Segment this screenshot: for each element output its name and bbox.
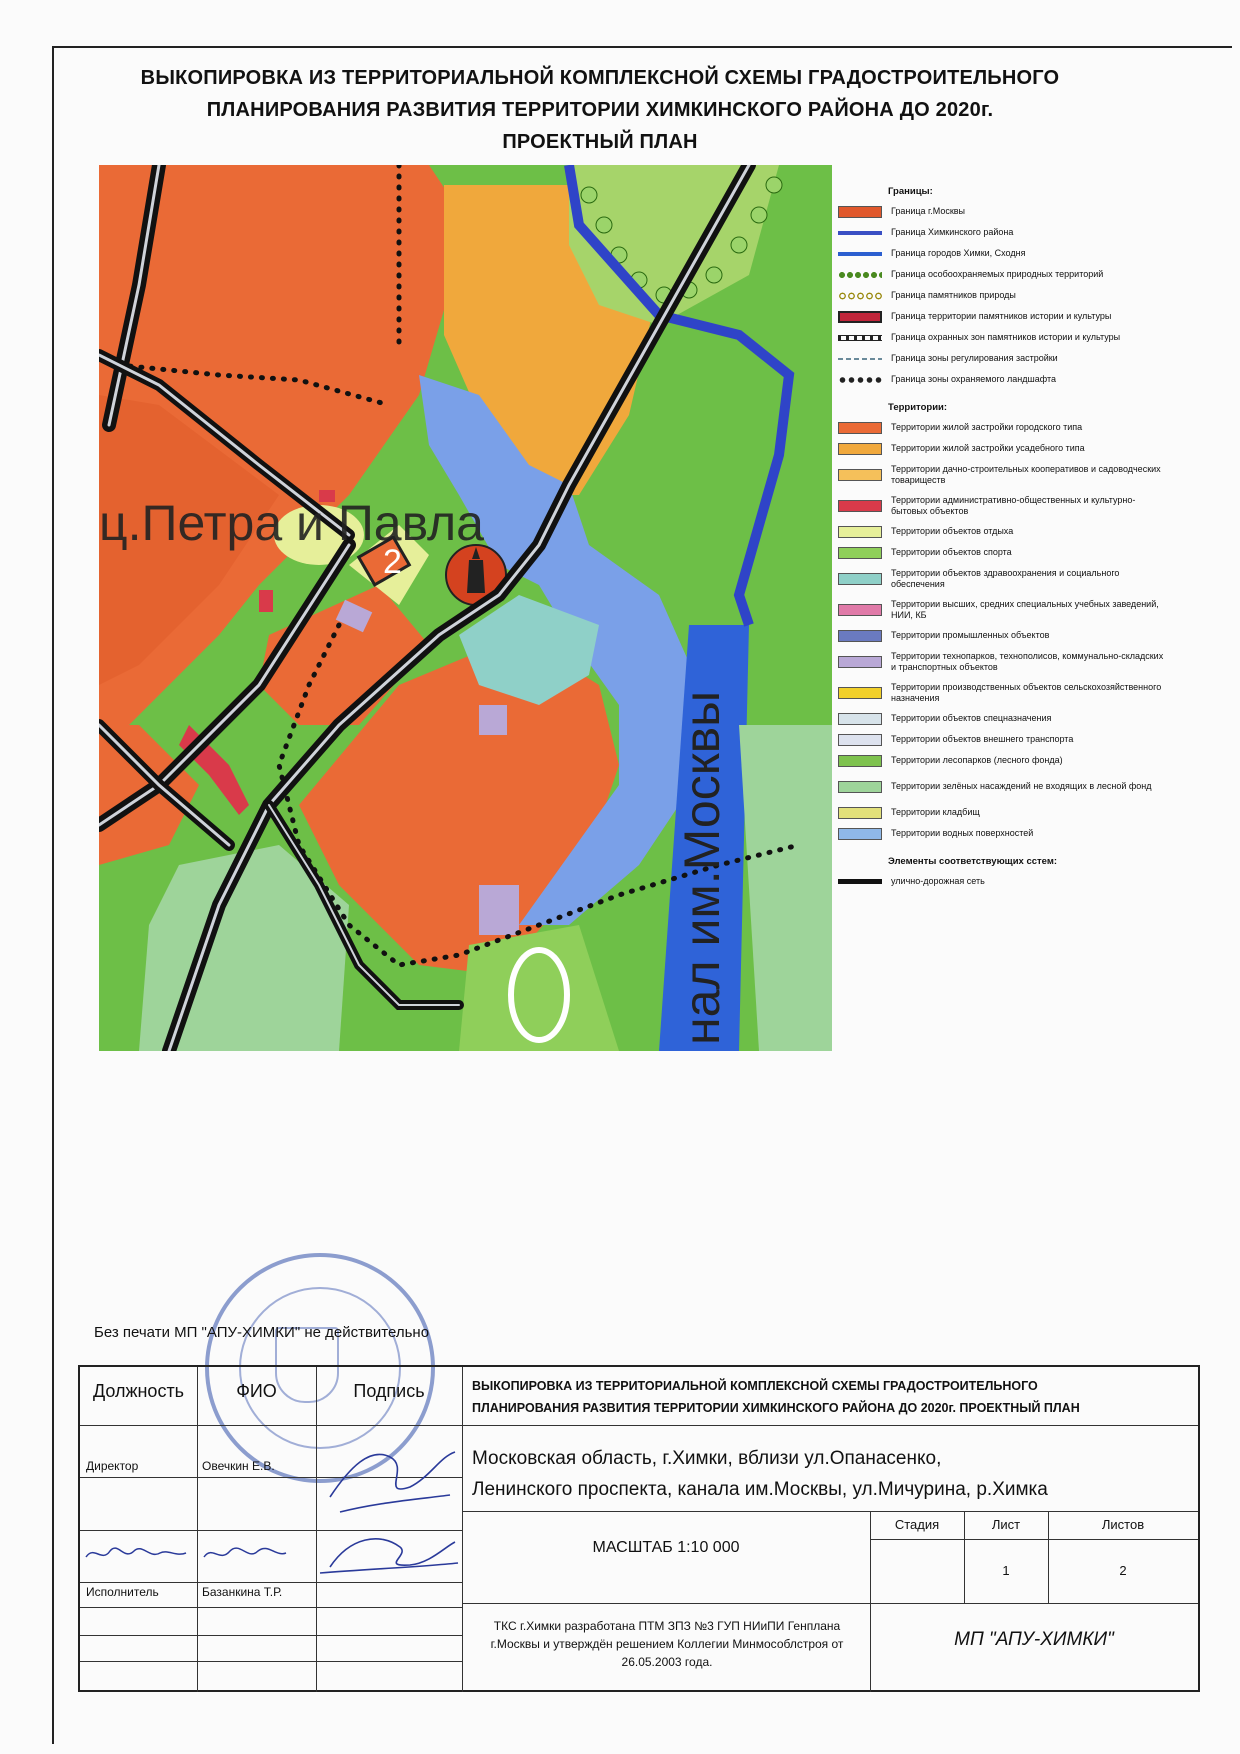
legend-territory-swatch-icon [838, 630, 882, 642]
legend-border-item [838, 348, 1168, 369]
row-director-name: Овечкин Е.В. [202, 1459, 275, 1473]
legend-system-label: улично-дорожная сеть [891, 876, 985, 886]
legend-territory-item [838, 823, 1168, 844]
legend-territory-label: Территории технопарков, технополисов, коммунально-складских и транспортных объектов [891, 650, 1164, 672]
legend-border-swatch-icon [838, 231, 882, 235]
legend-territory-item [838, 750, 1168, 771]
legend-territory-swatch-icon [838, 422, 882, 434]
legend-border-swatch-icon [838, 335, 882, 341]
legend-territory-item [838, 771, 1168, 802]
legend-border-swatch-icon [838, 311, 882, 323]
handwritten-signatures-row2 [80, 1527, 460, 1582]
sheet-title-line2: ПЛАНИРОВАНИЯ РАЗВИТИЯ ТЕРРИТОРИИ ХИМКИНСКОГО РАЙОНА ДО 2020г. [206, 99, 994, 121]
project-address-line1: Московская область, г.Химки, вблизи ул.Опанасенко, [472, 1448, 942, 1469]
legend-border-item [838, 306, 1168, 327]
legend-territory-label: Территории объектов отдыха [891, 526, 1014, 536]
legend-territory-item [838, 563, 1168, 594]
legend-territory-swatch-icon [838, 807, 882, 819]
legend-border-label: Граница охранных зон памятников истории и культуры [891, 332, 1121, 342]
legend-territory-swatch-icon [838, 526, 882, 538]
map-admin-2 [259, 590, 273, 612]
title-block-document-title-line1: ВЫКОПИРОВКА ИЗ ТЕРРИТОРИАЛЬНОЙ КОМПЛЕКСНОЙ СХЕМЫ ГРАДОСТРОИТЕЛЬНОГО [472, 1379, 1038, 1393]
legend-territory-label: Территории жилой застройки городского типа [891, 422, 1083, 432]
legend-border-swatch-icon [838, 358, 882, 360]
legend-borders-list [838, 201, 1168, 390]
legend-border-item [838, 369, 1168, 390]
legend-border-label: Граница Химкинского района [891, 227, 1014, 237]
legend-territory-label: Территории жилой застройки усадебного типа [891, 443, 1085, 453]
legend-border-swatch-icon [838, 292, 882, 300]
map-scale: МАСШТАБ 1:10 000 [592, 1539, 740, 1556]
legend-territory-swatch-icon [838, 443, 882, 455]
legend-territory-item [838, 802, 1168, 823]
legend-territory-label: Территории промышленных объектов [891, 630, 1050, 640]
legend-territory-label: Территории объектов здравоохранения и социального обеспечения [891, 567, 1120, 589]
planning-map [99, 165, 832, 1051]
legend-heading-borders: Границы: [888, 186, 933, 197]
legend-territory-item [838, 708, 1168, 729]
legend-territory-item [838, 438, 1168, 459]
legend-territory-swatch-icon [838, 547, 882, 559]
legend-territory-swatch-icon [838, 781, 882, 793]
legend-territory-item [838, 625, 1168, 646]
legend-territory-swatch-icon [838, 469, 882, 481]
stage-label: Стадия [894, 1517, 940, 1532]
source-approval-note: ТКС г.Химки разработана ПТМ ЗПЗ №3 ГУП НИиПИ Генплана г.Москвы и утверждён решением Коллегии Минмособлстроя от 26.05.2003 года. [490, 1619, 844, 1669]
legend-border-label: Граница г.Москвы [891, 206, 966, 216]
legend-border-item [838, 285, 1168, 306]
column-header-position: Должность [92, 1381, 185, 1401]
legend-border-label: Граница территории памятников истории и культуры [891, 311, 1112, 321]
legend-territory-swatch-icon [838, 828, 882, 840]
legend-border-item [838, 264, 1168, 285]
stamp-validity-note: Без печати МП "АПУ-ХИМКИ" не действительно [94, 1324, 430, 1341]
legend-territory-swatch-icon [838, 713, 882, 725]
handwritten-signature-director [320, 1427, 460, 1527]
row-director-position: Директор [86, 1459, 139, 1473]
legend-system-item [838, 871, 1168, 892]
map-label-canal: нал им.Москвы [674, 690, 730, 1045]
legend-territory-label: Территории дачно-строительных кооперативов и садоводческих товариществ [891, 463, 1161, 485]
sheet-title-line1: ВЫКОПИРОВКА ИЗ ТЕРРИТОРИАЛЬНОЙ КОМПЛЕКСНОЙ СХЕМЫ ГРАДОСТРОИТЕЛЬНОГО [140, 67, 1060, 89]
legend-territory-item [838, 646, 1168, 677]
map-technopark-3 [479, 885, 519, 935]
column-header-signature: Подпись [353, 1381, 425, 1401]
legend-territory-label: Территории лесопарков (лесного фонда) [891, 755, 1063, 765]
legend-territory-swatch-icon [838, 656, 882, 668]
legend-territory-item [838, 677, 1168, 708]
organization-name: МП "АПУ-ХИМКИ" [954, 1629, 1114, 1650]
legend-territory-label: Территории производственных объектов сельскохозяйственного назначения [891, 681, 1162, 703]
sheets-count: 2 [1119, 1563, 1127, 1578]
legend-border-swatch-icon [838, 376, 882, 384]
legend-border-swatch-icon [838, 271, 882, 279]
legend-territory-item [838, 417, 1168, 438]
legend-territory-label: Территории зелёных насаждений не входящих в лесной фонд [891, 781, 1152, 791]
legend-border-item [838, 201, 1168, 222]
legend-heading-systems: Элементы соответствующих сстем: [888, 856, 1058, 867]
legend-territory-swatch-icon [838, 755, 882, 767]
row-executor-name: Базанкина Т.Р. [202, 1585, 283, 1599]
legend-border-label: Граница городов Химки, Сходня [891, 248, 1026, 258]
legend-territory-swatch-icon [838, 687, 882, 699]
title-block [78, 1365, 1200, 1692]
legend-border-swatch-icon [838, 206, 882, 218]
legend-territory-label: Территории объектов внешнего транспорта [891, 734, 1074, 744]
legend-border-label: Граница зоны регулирования застройки [891, 353, 1058, 363]
legend-territory-item [838, 490, 1168, 521]
legend-border-item [838, 327, 1168, 348]
sheet-label: Лист [991, 1517, 1021, 1532]
column-header-name: ФИО [236, 1381, 277, 1401]
legend-territory-swatch-icon [838, 734, 882, 746]
legend-heading-territories: Территории: [888, 402, 948, 413]
map-legend [838, 182, 1168, 892]
legend-border-swatch-icon [838, 252, 882, 256]
legend-territory-swatch-icon [838, 500, 882, 512]
legend-border-label: Граница памятников природы [891, 290, 1016, 300]
sheet-title [100, 62, 1100, 158]
legend-border-item [838, 243, 1168, 264]
sheet-title-line3: ПРОЕКТНЫЙ ПЛАН [502, 131, 698, 153]
legend-territory-item [838, 542, 1168, 563]
legend-border-item [838, 222, 1168, 243]
legend-systems-list [838, 871, 1168, 892]
map-technopark-2 [479, 705, 507, 735]
legend-territory-label: Территории административно-общественных и культурно-бытовых объектов [891, 494, 1136, 516]
title-block-document-title [472, 1375, 1192, 1419]
map-marker-number: 2 [383, 543, 402, 581]
map-label-street: ц.Петра и Павла [99, 495, 484, 551]
sheets-count-label: Листов [1101, 1517, 1145, 1532]
title-block-document-title-line2: ПЛАНИРОВАНИЯ РАЗВИТИЯ ТЕРРИТОРИИ ХИМКИНСКОГО РАЙОНА ДО 2020г. ПРОЕКТНЫЙ ПЛАН [472, 1401, 1080, 1415]
legend-territory-item [838, 521, 1168, 542]
sheet-number: 1 [1002, 1563, 1010, 1578]
legend-territory-label: Территории объектов спорта [891, 547, 1012, 557]
legend-territory-label: Территории объектов спецназначения [891, 713, 1052, 723]
legend-territory-item [838, 594, 1168, 625]
legend-border-label: Граница особоохраняемых природных территорий [891, 269, 1104, 279]
legend-territory-label: Территории кладбищ [891, 807, 980, 817]
legend-territory-item [838, 729, 1168, 750]
legend-territory-swatch-icon [838, 604, 882, 616]
legend-border-label: Граница зоны охраняемого ландшафта [891, 374, 1056, 384]
legend-territory-label: Территории водных поверхностей [891, 828, 1034, 838]
legend-territory-item [838, 459, 1168, 490]
legend-territory-label: Территории высших, средних специальных учебных заведений, НИИ, КБ [891, 598, 1159, 620]
legend-system-swatch-icon [838, 879, 882, 884]
legend-territories-list [838, 417, 1168, 844]
project-address [472, 1443, 1192, 1505]
legend-territory-swatch-icon [838, 573, 882, 585]
row-executor-position: Исполнитель [86, 1585, 159, 1599]
project-address-line2: Ленинского проспекта, канала им.Москвы, ул.Мичурина, р.Химка [472, 1479, 1048, 1500]
